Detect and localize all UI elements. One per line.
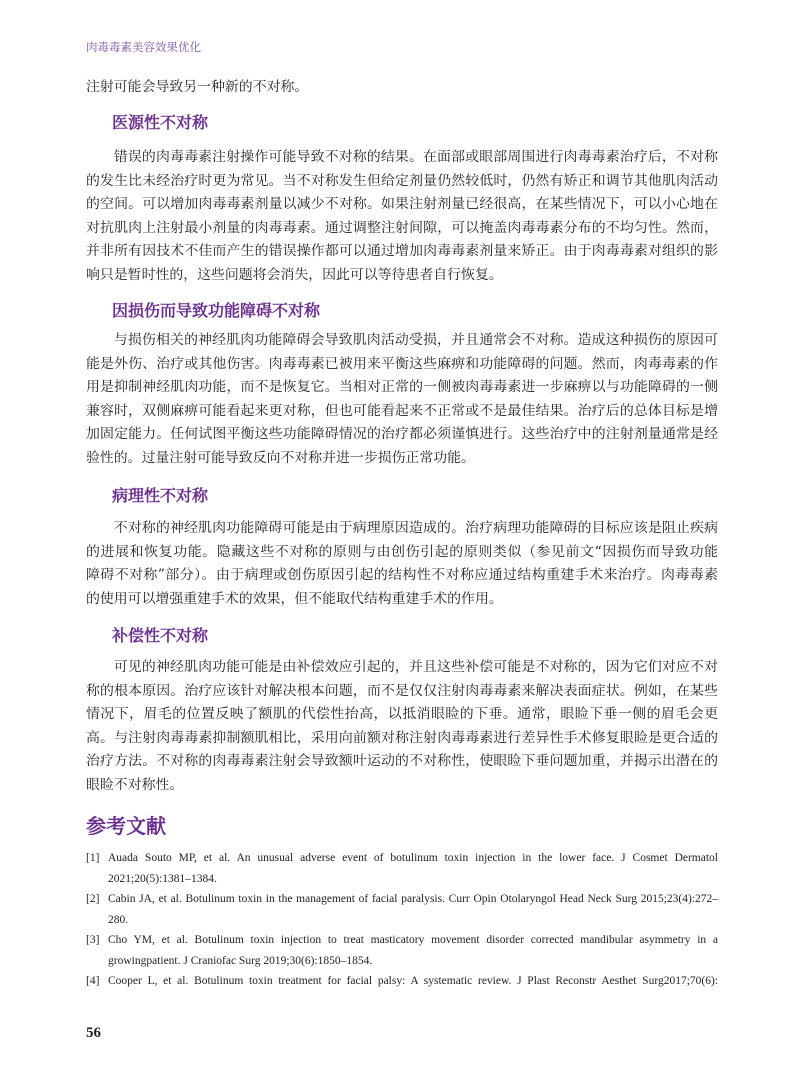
paragraph-line: 加固定能力。任何试图平衡这些功能障碍情况的治疗都必须谨慎进行。这些治疗中的注射剂量通常是经 [86, 426, 718, 443]
heading-injury-dysfunction-asymmetry: 因损伤而导致功能障碍不对称 [112, 301, 321, 320]
paragraph-line: 错误的肉毒毒素注射操作可能导致不对称的结果。在面部或眼部周围进行肉毒毒素治疗后，不对称 [113, 149, 718, 165]
reference-line: Cho YM, et al. Botulinum toxin injection to treat masticatory movement disorder corrected mandibular asymmetry in a [108, 934, 718, 946]
paragraph-line: 与损伤相关的神经肌肉功能障碍会导致肌肉活动受损，并且通常会不对称。造成这种损伤的原因可 [113, 332, 718, 348]
reference-line: Cabin JA, et al. Botulinum toxin in the management of facial paralysis. Curr Opin Otolaryngol Head Neck Surg 2015;23(4):272– [108, 893, 718, 905]
paragraph-iatrogenic-asymmetry [86, 146, 718, 288]
continued-paragraph [86, 76, 718, 100]
paragraph-line: 称的根本原因。治疗应该针对解决根本问题，而不是仅仅注射肉毒毒素来解决表面症状。例如，在某些 [86, 682, 718, 699]
paragraph-line: 的发生比未经治疗时更为常见。当不对称发生但给定剂量仍然较低时，仍然有矫正和调节其他肌肉活动 [86, 172, 718, 189]
reference-line: Auada Souto MP, et al. An unusual adverse event of botulinum toxin injection in the lower face. J Cosmet Dermatol [108, 852, 718, 864]
paragraph-injury-dysfunction-asymmetry [86, 329, 718, 471]
heading-compensatory-asymmetry: 补偿性不对称 [112, 626, 209, 645]
reference-line: 280. [108, 913, 129, 926]
paragraph-line: 障碍不对称”部分）。由于病理或创伤原因引起的结构性不对称应通过结构重建手术来治疗。肉毒毒素 [86, 567, 718, 584]
reference-item-4 [86, 971, 718, 992]
paragraph-pathological-asymmetry [86, 517, 718, 611]
paragraph-line: 的使用可以增强重建手术的效果，但不能取代结构重建手术的作用。 [86, 590, 503, 607]
paragraph-line: 可见的神经肌肉功能可能是由补偿效应引起的，并且这些补偿可能是不对称的，因为它们对应不对 [113, 659, 718, 675]
paragraph-line: 验性的。过量注射可能导致反向不对称并进一步损伤正常功能。 [86, 449, 475, 466]
reference-item-3 [86, 930, 718, 971]
reference-line: Cooper L, et al. Botulinum toxin treatment for facial palsy: A systematic review. J Plast Reconstr Aesthet Surg2017;70(6): [108, 975, 718, 987]
reference-line: 2021;20(5):1381–1384. [108, 872, 217, 885]
paragraph-line: 的空间。可以增加肉毒毒素剂量以减少不对称。如果注射剂量已经很高，在某些情况下，可以小心地在 [86, 196, 718, 213]
paragraph-line: 不对称的神经肌肉功能障碍可能是由于病理原因造成的。治疗病理功能障碍的目标应该是阻止疾病 [113, 520, 718, 536]
reference-label: [1] [86, 852, 100, 864]
running-header: 肉毒毒素美容效果优化 [86, 40, 201, 54]
reference-label: [4] [86, 975, 100, 987]
reference-line: growingpatient. J Craniofac Surg 2019;30(6):1850–1854. [108, 954, 373, 967]
paragraph-line: 并非所有因技术不佳而产生的错误操作都可以通过增加肉毒毒素剂量来矫正。由于肉毒毒素对组织的影 [86, 243, 718, 260]
heading-iatrogenic-asymmetry: 医源性不对称 [112, 113, 209, 132]
reference-item-2 [86, 889, 718, 930]
paragraph-compensatory-asymmetry [86, 656, 718, 798]
reference-item-1 [86, 848, 718, 889]
page-number: 56 [86, 1025, 101, 1041]
paragraph-line: 治疗方法。不对称的肉毒毒素注射会导致额叶运动的不对称性，使眼睑下垂问题加重，并揭示出潜在的 [86, 753, 718, 770]
reference-label: [2] [86, 893, 100, 905]
paragraph-line: 注射可能会导致另一种新的不对称。 [86, 79, 309, 95]
paragraph-line: 用是抑制神经肌肉功能，而不是恢复它。当相对正常的一侧被肉毒毒素进一步麻痹以与功能障碍的一侧 [86, 379, 718, 396]
paragraph-line: 对抗肌肉上注射最小剂量的肉毒毒素。通过调整注射间隙，可以掩盖肉毒毒素分布的不均匀性。然而， [86, 219, 718, 236]
paragraph-line: 眼睑不对称性。 [86, 776, 184, 793]
reference-label: [3] [86, 934, 100, 946]
paragraph-line: 兼容时，双侧麻痹可能看起来更对称，但也可能看起来不正常或不是最佳结果。治疗后的总体目标是增 [86, 402, 718, 419]
paragraph-line: 响只是暂时性的，这些问题将会消失，因此可以等待患者自行恢复。 [86, 266, 503, 283]
heading-pathological-asymmetry: 病理性不对称 [112, 486, 209, 505]
paragraph-line: 能是外伤、治疗或其他伤害。肉毒毒素已被用来平衡这些麻痹和功能障碍的问题。然而，肉毒毒素的作 [86, 355, 718, 372]
references-list [86, 848, 718, 992]
paragraph-line: 情况下，眉毛的位置反映了额肌的代偿性抬高，以抵消眼睑的下垂。通常，眼睑下垂一侧的眉毛会更 [86, 706, 718, 723]
paragraph-line: 高。与注射肉毒毒素抑制额肌相比，采用向前额对称注射肉毒毒素进行差异性手术修复眼睑是更合适的 [86, 729, 718, 746]
paragraph-line: 的进展和恢复功能。隐藏这些不对称的原则与由创伤引起的原则类似（参见前文“因损伤而导致功能 [86, 543, 718, 560]
references-heading: 参考文献 [86, 814, 166, 838]
